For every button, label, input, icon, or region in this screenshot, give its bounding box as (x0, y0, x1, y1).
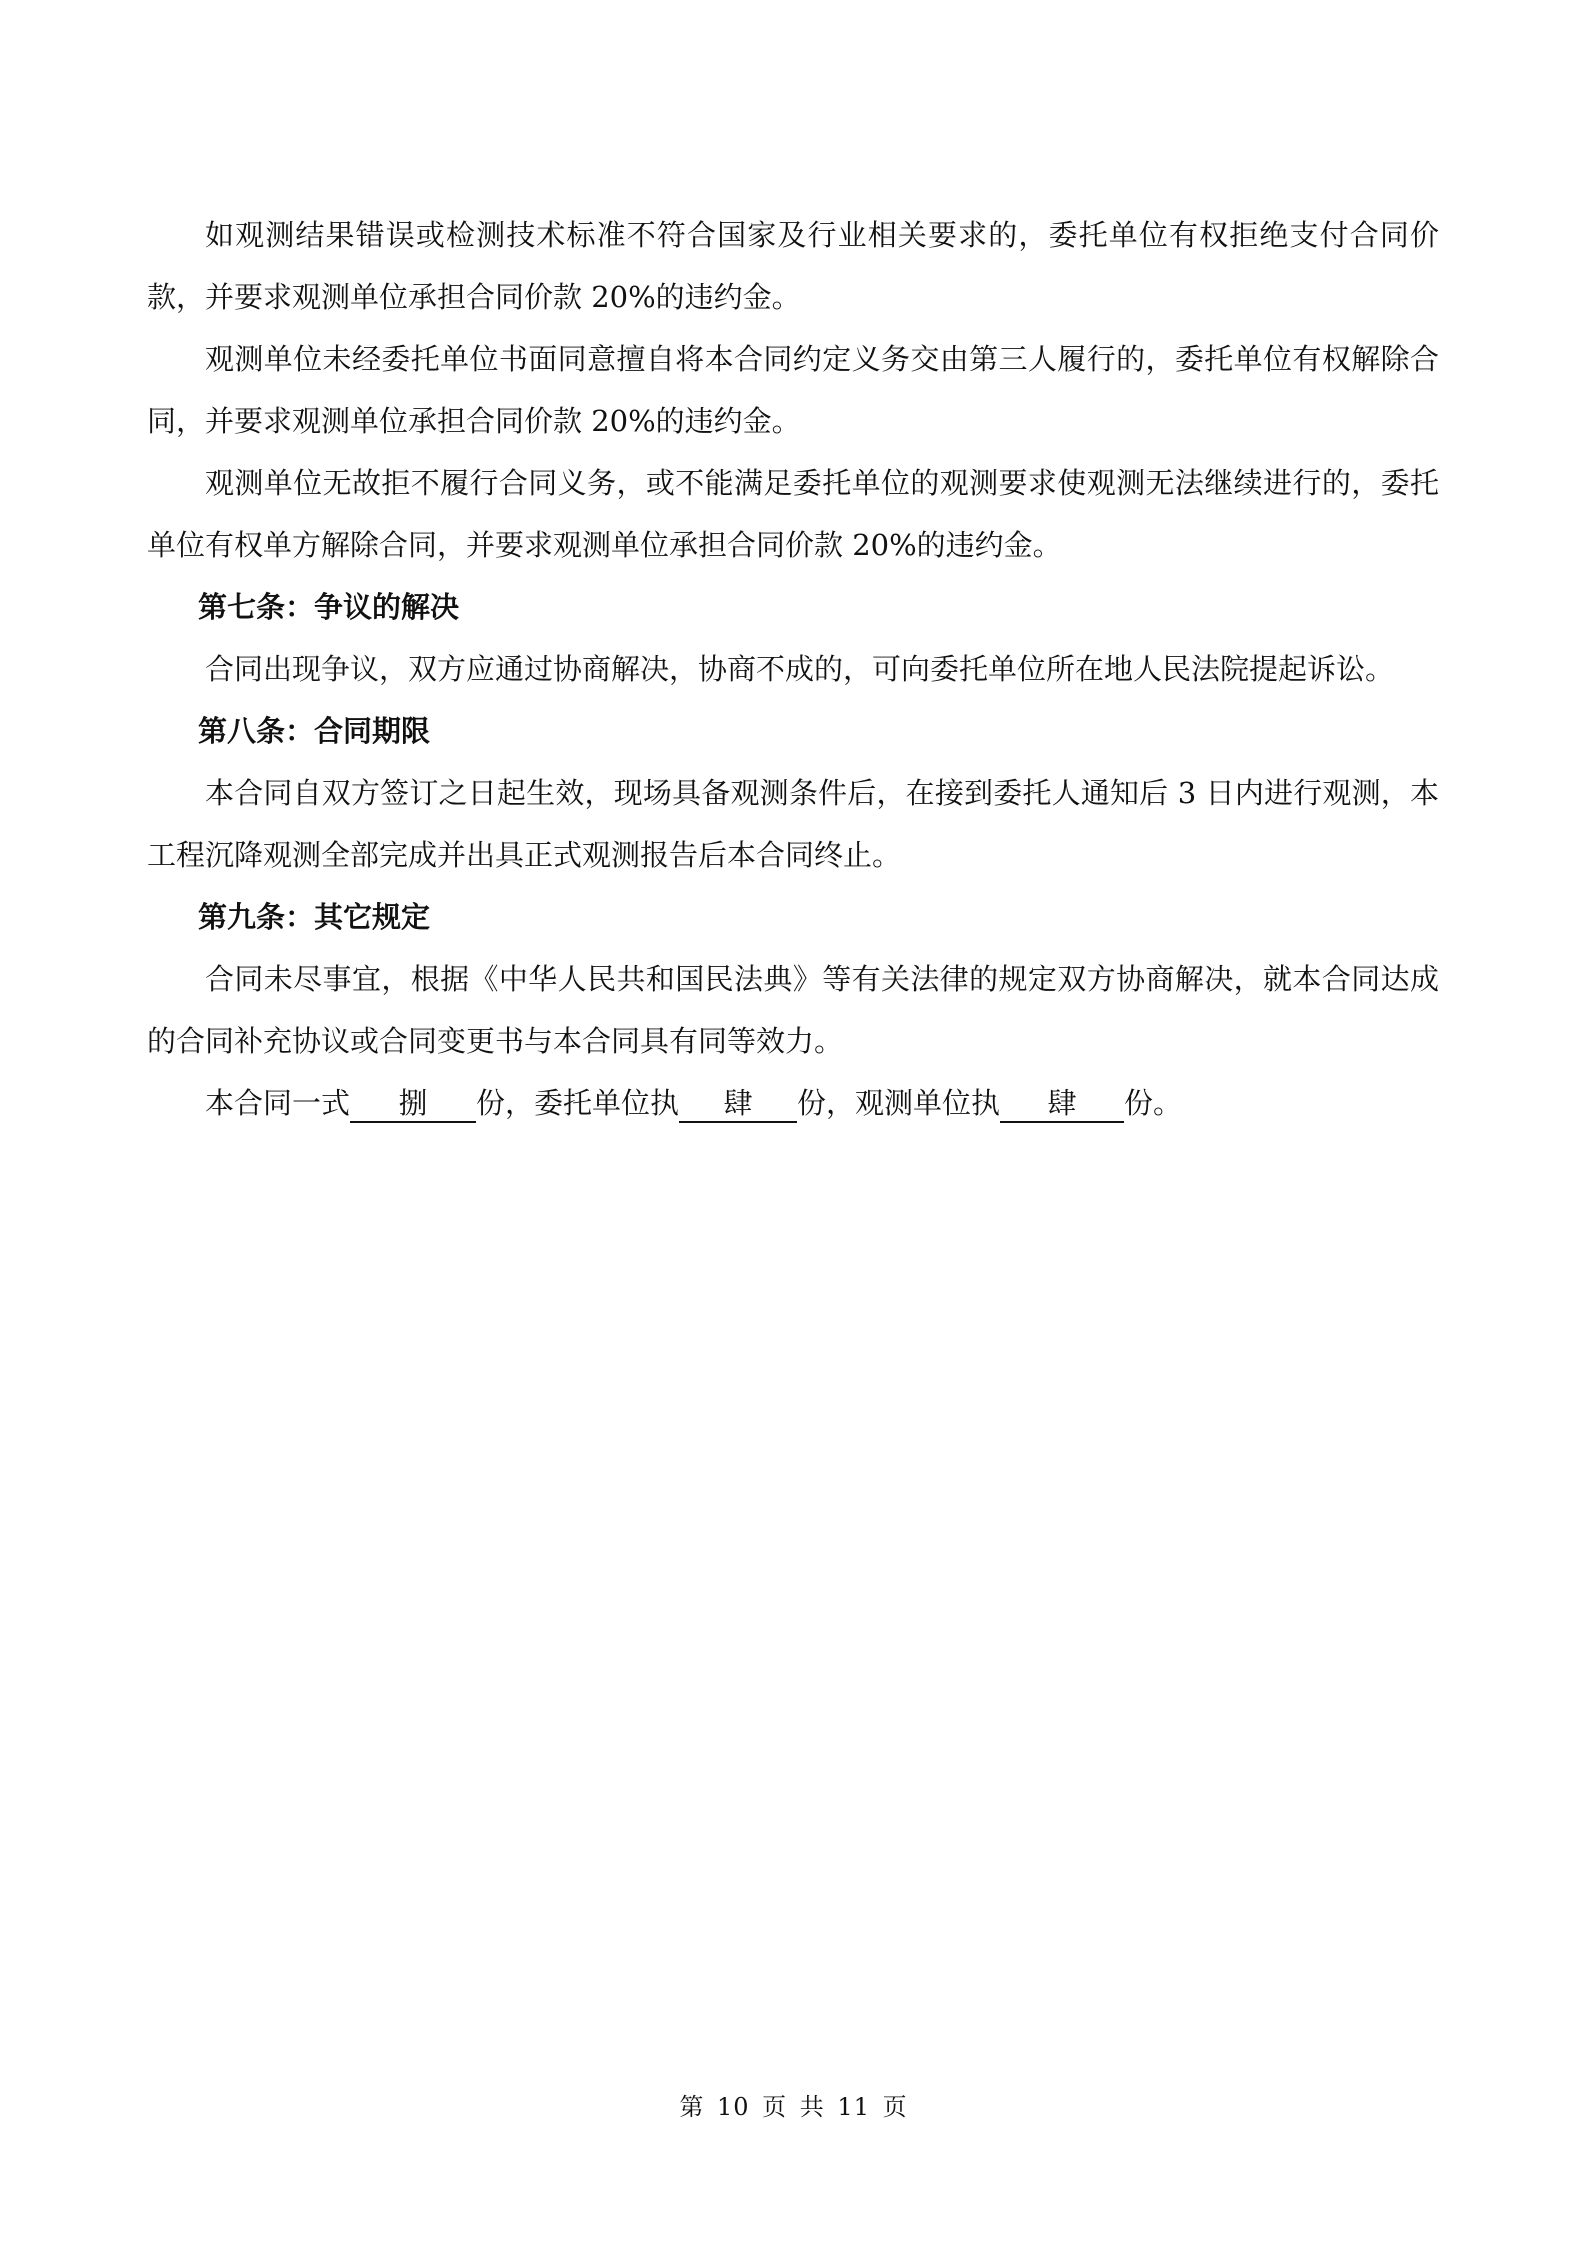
total-copies-blank: 捌 (350, 1085, 476, 1123)
article-8-heading: 第八条：合同期限 (198, 714, 431, 748)
penalty-clause-3: 观测单位无故拒不履行合同义务，或不能满足委托单位的观测要求使观测无法继续进行的，委托单位有权单方解除合同，并要求观测单位承担合同价款 20%的违约金。 (147, 466, 1439, 562)
article-9-heading: 第九条：其它规定 (198, 900, 431, 934)
article-9-text: 合同未尽事宜，根据《中华人民共和国民法典》等有关法律的规定双方协商解决，就本合同达成的合同补充协议或合同变更书与本合同具有同等效力。 (147, 962, 1439, 1058)
penalty-clause-2: 观测单位未经委托单位书面同意擅自将本合同约定义务交由第三人履行的，委托单位有权解除合同，并要求观测单位承担合同价款 20%的违约金。 (147, 342, 1439, 438)
contract-body (147, 204, 1439, 1134)
copies-statement (147, 1072, 1439, 1134)
page-number-footer: 第 10 页 共 11 页 (679, 2093, 908, 2121)
penalty-clause-1: 如观测结果错误或检测技术标准不符合国家及行业相关要求的，委托单位有权拒绝支付合同价款，并要求观测单位承担合同价款 20%的违约金。 (147, 218, 1439, 314)
article-8-text: 本合同自双方签订之日起生效，现场具备观测条件后，在接到委托人通知后 3 日内进行观测，本工程沉降观测全部完成并出具正式观测报告后本合同终止。 (147, 776, 1439, 872)
copies-mid-2: 份，观测单位执 (797, 1086, 1001, 1120)
copies-mid-1: 份，委托单位执 (476, 1086, 680, 1120)
article-7-heading: 第七条：争议的解决 (198, 590, 460, 624)
copies-suffix: 份。 (1124, 1086, 1183, 1120)
article-7-text: 合同出现争议，双方应通过协商解决，协商不成的，可向委托单位所在地人民法院提起诉讼。 (205, 652, 1395, 686)
client-copies-blank: 肆 (679, 1085, 797, 1123)
observer-copies-blank: 肆 (1000, 1085, 1124, 1123)
copies-prefix: 本合同一式 (205, 1086, 351, 1120)
